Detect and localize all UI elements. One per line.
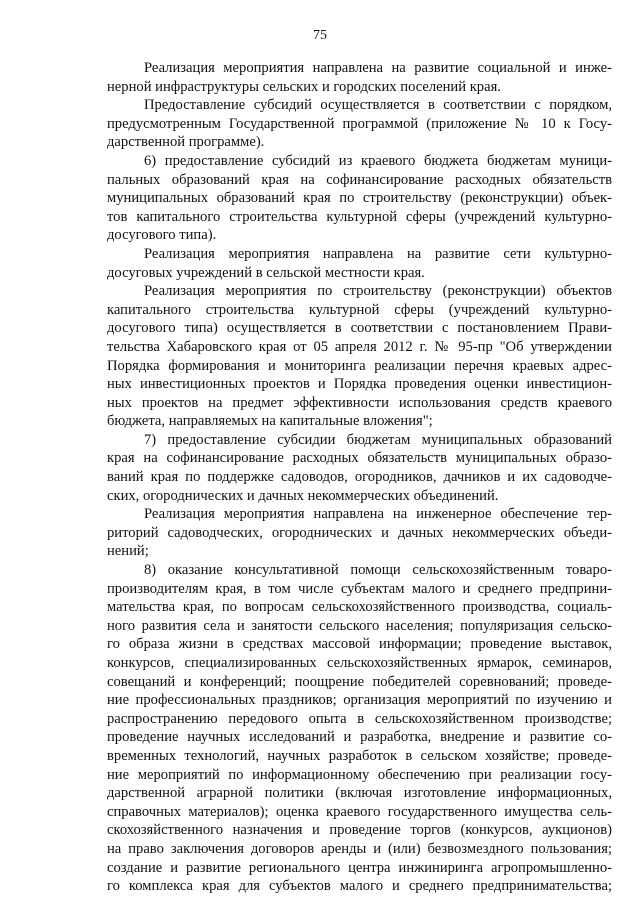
text-line: ние мероприятий по информационному обеспечению при реализации госу- [107,766,612,783]
text-line: 6) предоставление субсидий из краевого бюджета бюджетам муници- [144,152,612,169]
paragraph [107,505,612,561]
text-line: бюджета, направляемых на капитальные вложения"; [107,413,433,430]
text-line: распространению передового опыта в сельскохозяйственном производстве; [107,710,612,727]
text-line: ных проектов на предмет эффективности использования средств краевого [107,394,612,411]
text-line: ние профессиональных праздников; организация мероприятий по изучению и [107,692,612,709]
paragraph [107,561,612,896]
text-line: справочных материалов); оценка краевого государственного имущества сель- [107,803,612,820]
text-line: 7) предоставление субсидии бюджетам муниципальных образований [144,431,612,448]
text-line: тельства Хабаровского края от 05 апреля 2012 г. № 95-пр "Об утверждении [107,338,612,355]
text-line: досугового типа). [107,227,217,244]
text-line: тов капитального строительства культурной сферы (учреждений культурно- [107,208,612,225]
text-line: капитального строительства культурной сферы (учреждений культурно- [107,301,612,318]
text-line: Предоставление субсидий осуществляется в соответствии с порядком, [144,97,612,114]
text-line: скохозяйственного назначения и проведение торгов (конкурсов, аукционов) [107,822,612,839]
text-line: на право заключения договоров аренды и (или) безвозмездного пользования; [107,840,612,857]
text-line: досугового типа) осуществляется в соответствии с постановлением Прави- [107,320,612,337]
text-line: нерной инфраструктуры сельских и городских поселений края. [107,78,501,95]
text-line: 8) оказание консультативной помощи сельскохозяйственным товаро- [144,562,612,579]
text-line: ских, огороднических и дачных некоммерческих объединений. [107,487,499,504]
text-line: дарственной программе). [107,134,265,151]
text-line: предусмотренным Государственной программой (приложение № 10 к Госу- [107,115,612,132]
text-line: пальных образований края на софинансирование расходных обязательств [107,171,612,188]
paragraph [107,431,612,505]
paragraph [107,96,612,152]
text-line: ных инвестиционных проектов и Порядка проведения оценки инвестицион- [107,376,612,393]
paragraph [107,59,612,96]
text-line: муниципальных образований края по строительству (реконструкции) объек- [107,190,612,207]
text-line: Реализация мероприятия направлена на развитие сети культурно- [144,245,612,262]
text-line: проведение научных исследований и разработка, внедрение и развитие со- [107,729,612,746]
text-line: ного развития села и занятости сельского населения; популяризация сельско- [107,617,612,634]
text-line: нений; [107,543,149,560]
page-number: 75 [313,28,327,43]
text-line: ваний края по поддержке садоводов, огородников, дачников и их садоводче- [107,469,612,486]
text-line: го комплекса края для субъектов малого и среднего предпринимательства; [107,878,612,895]
text-line: временных технологий, научных разработок в сельском хозяйстве; проведе- [107,747,612,764]
text-line: края на софинансирование расходных обязательств муниципальных образо- [107,450,612,467]
paragraph [107,245,612,282]
text-line: досуговых учреждений в сельской местности края. [107,264,425,281]
text-line: го образа жизни в средствах массовой информации; проведение выставок, [107,636,612,653]
body-text [107,59,612,896]
text-line: конкурсов, специализированных сельскохозяйственных ярмарок, семинаров, [107,655,612,671]
text-line: Реализация мероприятия направлена на инженерное обеспечение тер- [144,506,612,523]
text-line: риторий садоводческих, огороднических и дачных некоммерческих объеди- [107,524,612,541]
text-line: Реализация мероприятия направлена на развитие социальной и инже- [144,60,612,76]
text-line: дарственной аграрной политики (включая изготовление информационных, [107,785,612,802]
text-line: создание и развитие регионального центра инжиниринга агропромышленно- [107,859,612,876]
text-line: Порядка формирования и мониторинга реализации перечня краевых адрес- [107,357,612,374]
text-line: производителям края, в том числе субъектам малого и среднего предприни- [107,580,612,597]
paragraph [107,152,612,245]
text-line: совещаний и конференций; поощрение победителей соревнований; проведе- [107,673,612,690]
text-line: Реализация мероприятия по строительству (реконструкции) объектов [144,283,612,300]
paragraph [107,282,612,431]
text-line: мательства края, по вопросам сельскохозяйственного производства, социаль- [107,599,612,616]
